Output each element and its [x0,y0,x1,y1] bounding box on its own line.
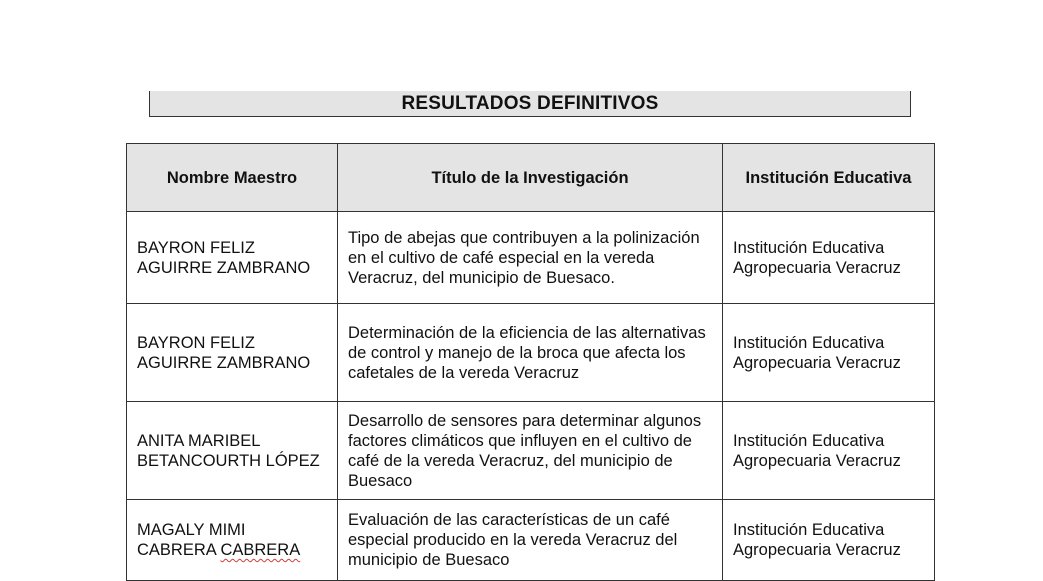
institution-name: Institución Educativa Agropecuaria Veracruz [723,304,935,402]
table-header-row [127,144,935,212]
results-table [126,143,935,581]
institution-name: Institución Educativa Agropecuaria Veracruz [723,212,935,304]
research-title: Evaluación de las características de un café especial producido en la vereda Veracruz del municipio de Buesaco [338,500,723,581]
research-title: Determinación de la eficiencia de las alternativas de control y manejo de la broca que afecta los cafetales de la vereda Veracruz [338,304,723,402]
research-title: Desarrollo de sensores para determinar algunos factores climáticos que influyen en el cultivo de café de la vereda Veracruz, del municipio de Buesaco [338,402,723,500]
column-header-title: Título de la Investigación [338,144,723,212]
column-header-name: Nombre Maestro [127,144,338,212]
teacher-name: ANITA MARIBEL BETANCOURTH LÓPEZ [127,402,338,500]
institution-name: Institución Educativa Agropecuaria Veracruz [723,402,935,500]
research-title: Tipo de abejas que contribuyen a la polinización en el cultivo de café especial en la vereda Veracruz, del municipio de Buesaco. [338,212,723,304]
teacher-name [127,500,338,581]
table-row [127,304,935,402]
table-row [127,402,935,500]
teacher-name-main: MAGALY MIMI CABRERA [137,521,246,559]
heading-text: RESULTADOS DEFINITIVOS [401,92,659,114]
document-heading [149,91,911,117]
institution-name: Institución Educativa Agropecuaria Veracruz [723,500,935,581]
spellcheck-flagged-word[interactable]: CABRERA [220,541,301,559]
teacher-name: BAYRON FELIZ AGUIRRE ZAMBRANO [127,304,338,402]
table-row [127,500,935,581]
teacher-name: BAYRON FELIZ AGUIRRE ZAMBRANO [127,212,338,304]
column-header-institution: Institución Educativa [723,144,935,212]
table-row [127,212,935,304]
